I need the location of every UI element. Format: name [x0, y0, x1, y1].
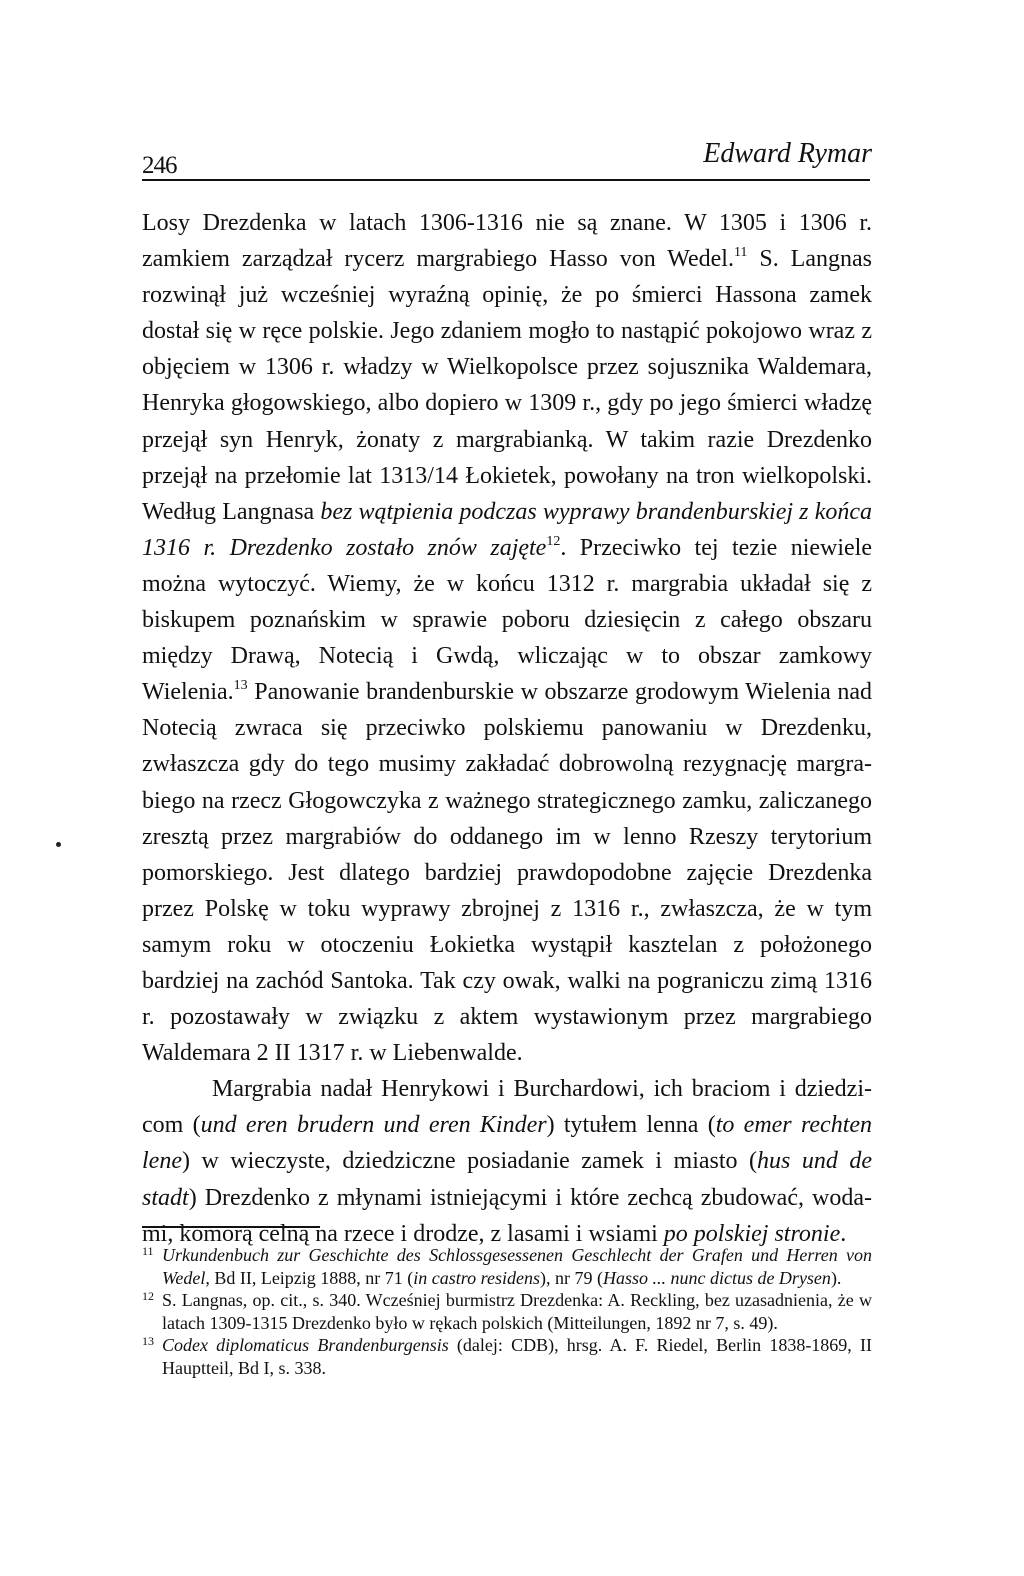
text-run: ).	[830, 1267, 842, 1288]
text-run: . Przeciwko tej tezie niewiele można wytoczyć. Wiemy, że w końcu 1312 r. margrabia układał się z biskupem poznańskim w sprawie poboru dziesięcin z całego obszaru między Drawą, Notecią i Gwdą, wliczając w to obszar zamkowy Wielenia.	[142, 534, 872, 706]
page-header	[142, 130, 872, 182]
main-text	[142, 205, 872, 1252]
italic-phrase: in castro residens	[413, 1267, 540, 1288]
footnote-ref-12: 12	[546, 533, 561, 549]
text-run: ) tytułem lenna (	[546, 1112, 716, 1139]
footnote-12	[142, 1289, 872, 1334]
footnote-ref-11: 11	[733, 245, 748, 261]
text-run: S. Langnas, op. cit., s. 340. Wcześniej burmistrz Drezdenka: A. Reckling, bez uzasadnienia, że w latach 1309-1315 Drezdenko było w rękach polskich (Mitteilungen, 1892 nr 7, s. 49).	[162, 1290, 872, 1333]
italic-phrase: po polskiej stronie	[663, 1220, 841, 1247]
running-head: Edward Rymar	[703, 138, 872, 169]
footnote-number: 12	[142, 1289, 154, 1303]
text-run: ) w wieczyste, dziedziczne posiadanie zamek i miasto (	[181, 1148, 758, 1175]
text-run: Panowanie brandenburskie w obszarze grodowym Wielenia nad Notecią zwraca się przeciwko polskiemu panowaniu w Drezdenku, zwłaszcza gdy do tego musimy zakładać dobrowolną rezygnację margrabiego na rzecz Głogowczyka z ważnego strategicznego zamku, zaliczanego zresztą przez margrabiów do oddanego im w lenno Rzeszy terytorium pomorskiego. Jest dlatego bardziej prawdopodobne zajęcie Drezdenka przez Polskę w toku wyprawy zbrojnej z 1316 r., zwłaszcza, że w tym samym roku w otoczeniu Łokietka wystąpił kasztelan z położonego bardziej na zachód Santoka. Tak czy owak, walki na pograniczu zimą 1316 r. pozostawały w związku z aktem wystawionym przez margrabiego Waldemara 2 II 1317 r. w Liebenwalde.	[142, 679, 872, 1067]
text-run: , Bd II, Leipzig 1888, nr 71 (	[205, 1267, 414, 1288]
text-run: ), nr 79 (	[539, 1267, 603, 1288]
text-run: (dalej: CDB), hrsg. A. F. Riedel, Berlin 1838-1869, II Hauptteil, Bd I, s. 338.	[162, 1335, 872, 1378]
text-run: Margrabia nadał Henrykowi i Burchardowi, ich braciom i dziedzicom (	[142, 1076, 872, 1139]
text-run: .	[840, 1220, 847, 1247]
footnotes	[142, 1244, 872, 1379]
text-run: S. Langnas rozwinął już wcześniej wyraźną opinię, że po śmierci Hassona zamek dostał się w ręce polskie. Jego zdaniem mogło to nastąpić pokojowo wraz z objęciem w 1306 r. władzy w Wielkopolsce przez sojusznika Waldemara, Henryka głogowskiego, albo dopiero w 1309 r., gdy po jego śmierci władzę przejął syn Henryk, żonaty z margrabianką. W takim razie Drezdenko przejął na przełomie lat 1313/14 Łokietek, powołany na tron wielkopolski. Według Langnasa	[142, 246, 872, 525]
paragraph-1	[142, 205, 872, 1071]
italic-phrase: und eren brudern und eren Kinder	[200, 1112, 547, 1139]
text-run: ) Drezdenko z młynami istniejącymi i które zechcą zbudować, wodami, komorą celną na rzece i drodze, z lasami i wsiami	[142, 1184, 872, 1247]
footnote-11	[142, 1244, 872, 1289]
footnote-number: 13	[142, 1334, 154, 1348]
paragraph-2	[142, 1071, 872, 1251]
italic-phrase: to emer rechten lene	[142, 1112, 873, 1175]
italic-title: Codex diplomaticus Brandenburgensis	[162, 1335, 449, 1355]
italic-phrase: hus und de stadt	[142, 1148, 872, 1211]
italic-quote: bez wątpienia podczas wyprawy brandenburskiej z końca 1316 r. Drezdenko zostało znów zajęte	[142, 498, 872, 561]
header-rule	[142, 179, 870, 181]
footnote-13	[142, 1334, 872, 1379]
text-run: Losy Drezdenka w latach 1306-1316 nie są znane. W 1305 i 1306 r. zamkiem zarządzał rycerz margrabiego Hasso von Wedel.	[142, 210, 872, 273]
italic-phrase: Hasso ... nunc dictus de Drysen	[602, 1267, 831, 1288]
footnote-number: 11	[142, 1244, 154, 1258]
italic-title: Urkundenbuch zur Geschichte des Schlossgesessenen Geschlecht der Grafen und Herren von Wedel	[162, 1245, 872, 1288]
page-number: 246	[142, 152, 177, 179]
footnote-rule	[142, 1226, 320, 1228]
footnote-ref-13: 13	[233, 678, 248, 694]
scan-speck	[56, 842, 61, 847]
